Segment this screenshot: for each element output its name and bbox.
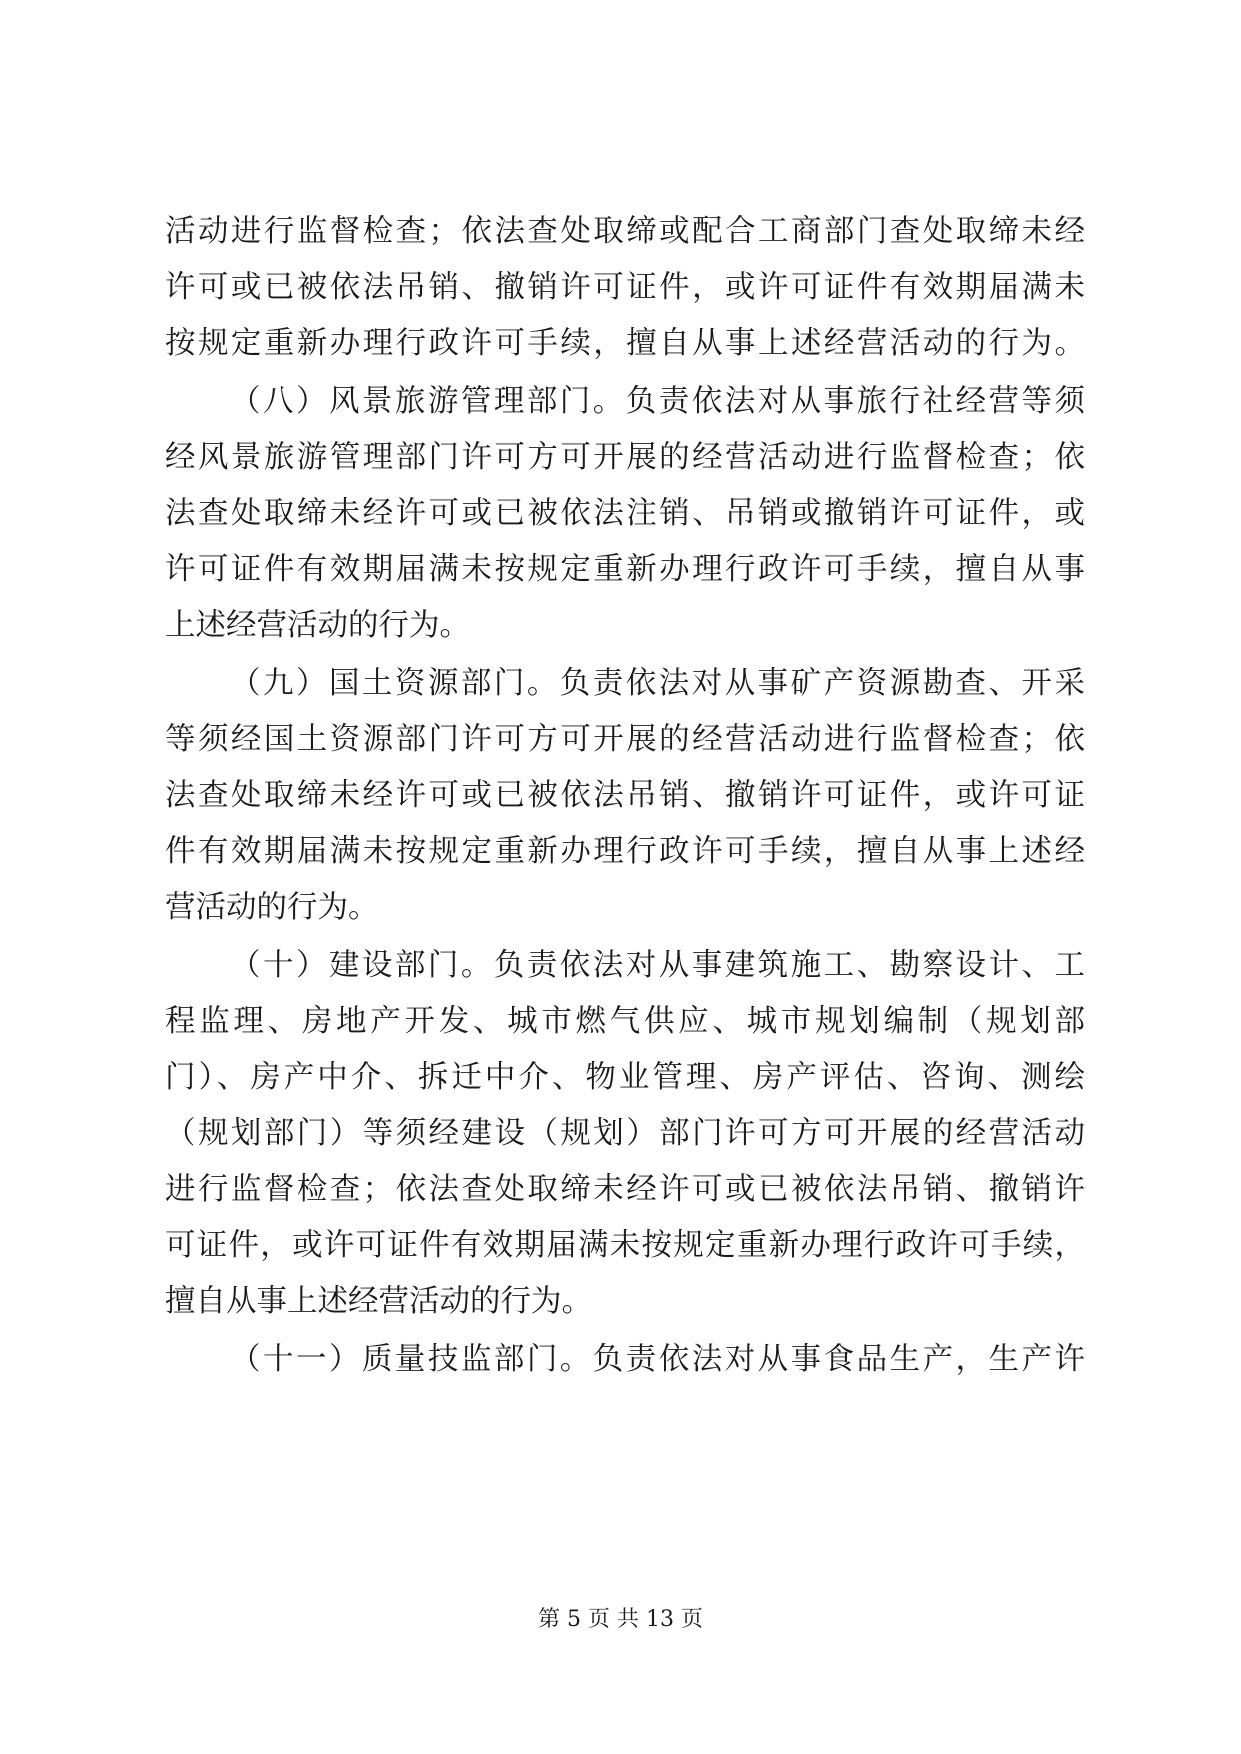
page-number-footer: 第 5 页 共 13 页 bbox=[538, 1607, 703, 1632]
paragraph-start-line: （八）风景旅游管理部门。负责依法对从事旅行社经营等须 bbox=[230, 384, 1085, 419]
text-line: 按规定重新办理行政许可手续，擅自从事上述经营活动的行为。 bbox=[165, 326, 1085, 361]
text-line: 上述经营活动的行为。 bbox=[165, 608, 470, 643]
paragraph-start-line: （十一）质量技监部门。负责依法对从事食品生产，生产许 bbox=[230, 1342, 1085, 1377]
text-line: 等须经国土资源部门许可方可开展的经营活动进行监督检查；依 bbox=[165, 722, 1085, 757]
text-line: 经风景旅游管理部门许可方可开展的经营活动进行监督检查；依 bbox=[165, 440, 1085, 475]
text-line: 门）、房产中介、拆迁中介、物业管理、房产评估、咨询、测绘 bbox=[165, 1060, 1085, 1095]
text-line: 可证件，或许可证件有效期届满未按规定重新办理行政许可手续， bbox=[165, 1228, 1085, 1263]
text-line: 活动进行监督检查；依法查处取缔或配合工商部门查处取缔未经 bbox=[165, 214, 1085, 249]
text-line: 营活动的行为。 bbox=[165, 890, 379, 925]
text-line: 进行监督检查；依法查处取缔未经许可或已被依法吊销、撤销许 bbox=[165, 1172, 1085, 1207]
paragraph-start-line: （十）建设部门。负责依法对从事建筑施工、勘察设计、工 bbox=[230, 948, 1085, 983]
text-line: 法查处取缔未经许可或已被依法吊销、撤销许可证件，或许可证 bbox=[165, 778, 1085, 813]
text-line: 许可或已被依法吊销、撤销许可证件，或许可证件有效期届满未 bbox=[165, 270, 1085, 305]
text-line: 擅自从事上述经营活动的行为。 bbox=[165, 1284, 592, 1319]
paragraph-start-line: （九）国土资源部门。负责依法对从事矿产资源勘查、开采 bbox=[230, 666, 1085, 701]
text-line: 程监理、房地产开发、城市燃气供应、城市规划编制（规划部 bbox=[165, 1004, 1085, 1039]
text-line: 许可证件有效期届满未按规定重新办理行政许可手续，擅自从事 bbox=[165, 552, 1085, 587]
text-line: 法查处取缔未经许可或已被依法注销、吊销或撤销许可证件，或 bbox=[165, 496, 1085, 531]
text-line: 件有效期届满未按规定重新办理行政许可手续，擅自从事上述经 bbox=[165, 834, 1085, 869]
text-line: （规划部门）等须经建设（规划）部门许可方可开展的经营活动 bbox=[165, 1116, 1085, 1151]
